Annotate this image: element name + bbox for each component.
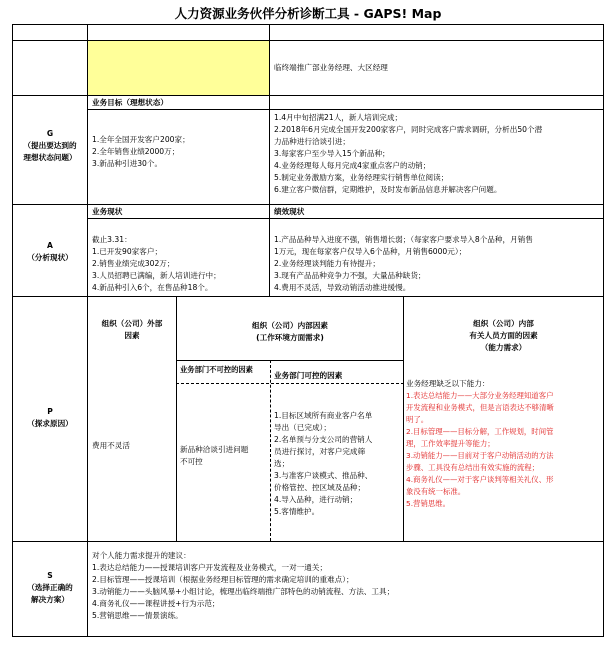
people-factors-title: 组织（公司）内部 有关人员方面的因素 （能力需求） [469,319,538,352]
table-border-bottom [12,636,604,637]
row-line-s-top [12,541,604,542]
g-label: G （提出要达到的 理想状态问题） [23,129,77,162]
business-status-text: 截止3.31： 1.已开发90家客户； 2.销售业绩完成302万； 3.人员招聘已满编，新人培训进行中； 4.新品种引入6个，在售品种18个。 [92,235,221,292]
table-border-right [603,24,604,637]
uncontrollable-factors-title: 业务部门不可控的因素 [180,365,253,374]
internal-factors-title: 组织（公司）内部因素 (工作环境方面需求) [252,321,328,342]
controllable-factors-text: 1.目标区域所有商业客户名单 导出（已完成）； 2.名单预与分支公司的营销人 员进行探讨，对客户完成筛 选； 3.与准客户谈模式、推品种、 价格管控、控区域及品种； 4.导入品种，进行动销； 5.客情维护。 [274,411,373,516]
row-line-g-top [12,95,604,96]
business-need-cell [92,28,268,40]
people-factors-text: 1.表达总结能力——大部分业务经理知道客户 开发流程和业务模式，但是言语表达不够清晰 明了。 2.目标管理——目标分解，工作规划，时间管 理，工作效率提升等能力； 3.动销能力——目前对于客户动销活动的方法 步骤、工具没有总结出有效实施的流程； 4.商务礼仪——对于客户谈判等相关礼仪、形 象没有统一标准。 5.营销思维。 [406,391,554,508]
target-group-value: 临终端推广部业务经理、大区经理 [274,63,388,72]
table-border-left [12,24,13,637]
p-label: P （探求原因） [27,407,73,428]
row-line-p-top [12,296,604,297]
p-divider-dashed [270,360,271,541]
controllable-factors-title: 业务部门可控的因素 [274,371,343,380]
a-label: A （分析现状） [27,241,73,262]
s-label: S （选择正确的 解决方案） [27,571,73,604]
performance-goal-text: 1.4月中旬招满21人，新人培训完成； 2.2018年6月完成全国开发200家客户，同时完成客户需求调研，分析出50个潜 力品种进行洽谈引进； 3.每家客户至少导入15个新品种； 4.业务经理每人每月完成4家重点客户的动销； 5.制定业务激励方案，业务经理实行销售单位阅读； 6.建立客户微信群，定期维护，及时发布新品信息并解决客户问题。 [274,113,543,194]
row-line-g-sub [87,109,603,110]
target-group-cell [274,28,600,40]
row-line-a-sub [87,218,603,219]
performance-status-title: 绩效现状 [274,207,305,216]
external-factors-text: 费用不灵活 [92,441,130,450]
row-line-p-sub [176,360,404,361]
business-goal-title: 业务目标（理想状态） [92,98,168,107]
business-goal-text: 1.全年全国开发客户200家； 2.全年销售业绩2000万； 3.新品种引进30个。 [92,135,190,168]
p-row-dashed [176,383,404,384]
business-need-input[interactable] [88,41,269,95]
people-factors-intro: 业务经理缺乏以下能力： [406,379,490,388]
external-factors-title: 组织（公司）外部 因素 [101,319,163,340]
solution-text: 对个人能力需求提升的建议： 1.表达总结能力——授课培训客户开发流程及业务模式，一对一通关； 2.目标管理——授课培训（根据业务经理目标管理的需求确定培训的重难点）； 3.动销能力——头脑风暴+小组讨论，梳理出临终端推广部特色的动销流程、方法、工具； 4.商务礼仪——课程讲授+行为示范； 5.营销思维——情景演练。 [92,551,395,620]
performance-status-text: 1.产品品种导入进度不强，销售增长弱；（每家客户要求导入8个品种，月销售 1万元，现在每家客户仅导入6个品种，月销售6000元）； 2.业务经理谈判能力有待提升； 3.现有产品品种竞争力不强，大量品种缺货； 4.费用不灵活，导致动销活动推进缓慢。 [274,235,533,292]
table-border-top [12,24,604,25]
uncontrollable-factors-text: 新品种洽谈引进问题 不可控 [180,445,249,466]
half-divider [269,24,270,296]
row-line-a-top [12,204,604,205]
page-title: 人力资源业务伙伴分析诊断工具 - GAPS! Map [174,6,442,21]
performance-goal-header [274,97,600,109]
business-status-title: 业务现状 [92,207,123,216]
